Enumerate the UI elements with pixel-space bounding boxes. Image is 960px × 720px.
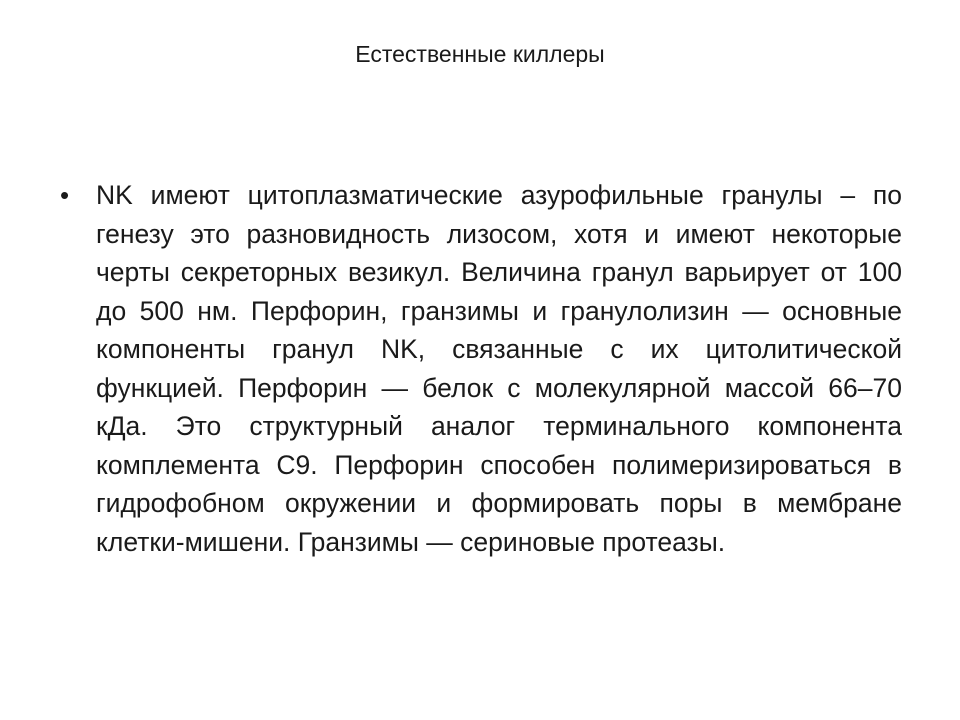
slide-title: Естественные киллеры (355, 41, 605, 67)
bullet-text: NK имеют цитоплазматические азурофильные гранулы – по генезу это разновидность лизосом, хотя и имеют некоторые черты секреторных везикул. Величина гранул варьирует от 100 до 500 нм. Перфорин, гранзимы и гранулолизин — основные компоненты гранул NK, связанные с их цитолитической функцией. Перфорин — белок с молекулярной массой 66–70 кДа. Это структурный аналог терминального компонента комплемента С9. Перфорин способен полимеризироваться в гидрофобном окружении и формировать поры в мембране клетки-мишени. Гранзимы — сериновые протеазы. (96, 180, 902, 557)
bullet-item (60, 176, 902, 561)
bullet-list (60, 176, 902, 561)
bullet-marker: • (60, 180, 70, 210)
